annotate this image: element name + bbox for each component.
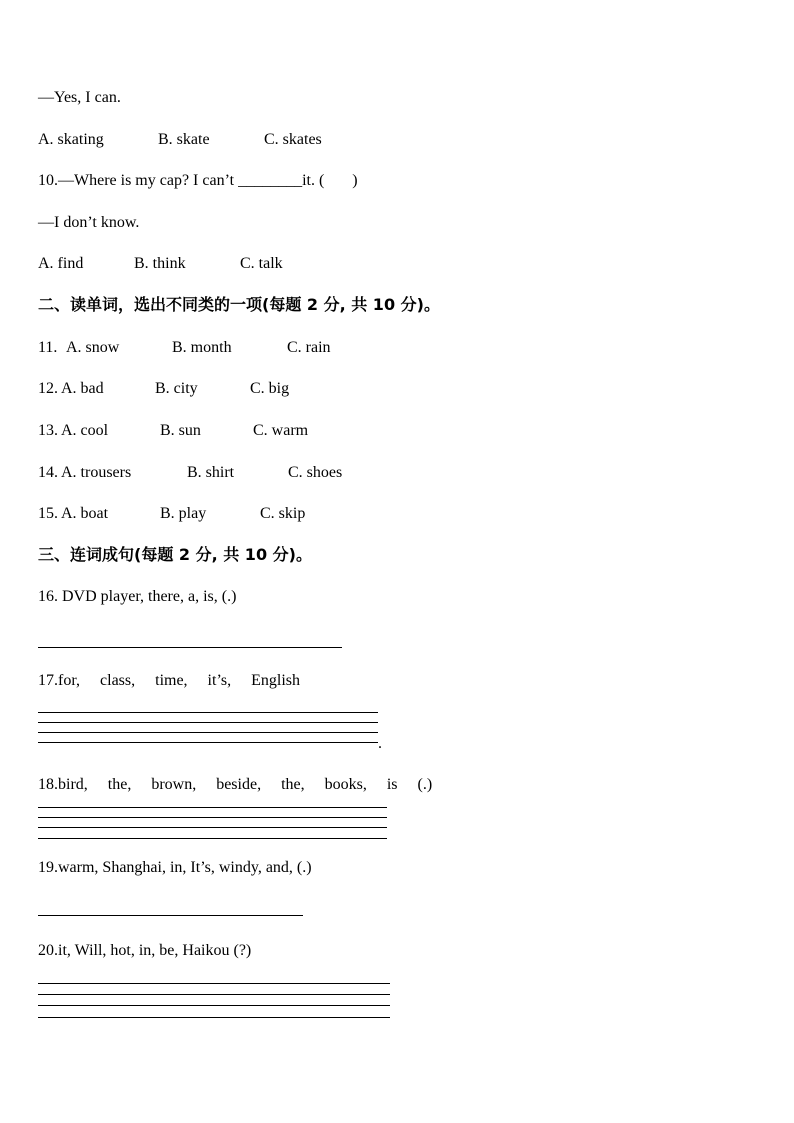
q20-answer-line-3: [38, 1005, 390, 1006]
q19-prompt: 19.warm, Shanghai, in, It’s, windy, and, (.): [38, 859, 312, 876]
q15-number: 15.: [38, 505, 58, 522]
q11-option-b: B. month: [172, 339, 232, 356]
q16-answer-line: [38, 647, 342, 648]
q15-option-b: B. play: [160, 505, 207, 522]
q9-option-c: C. skates: [264, 131, 322, 148]
q18-answer-line-1: [38, 807, 387, 808]
q11-number: 11.: [38, 339, 62, 356]
q11-option-c: C. rain: [287, 339, 331, 356]
q10-option-c: C. talk: [240, 255, 283, 272]
q9-option-a: A. skating: [38, 131, 104, 148]
q20-answer-line-2: [38, 994, 390, 995]
q10-prompt: 10.—Where is my cap? I can’t ________it. ( ): [38, 172, 358, 189]
q17-answer-line-2: [38, 722, 378, 723]
q12-number: 12.: [38, 380, 58, 397]
q18-prompt: 18.bird, the, brown, beside, the, books, is (.): [38, 776, 433, 793]
q17-answer-line-4: [38, 742, 378, 743]
q13-number: 13.: [38, 422, 58, 439]
q14-number: 14.: [38, 464, 58, 481]
q19-answer-line: [38, 915, 303, 916]
q18-answer-line-3: [38, 827, 387, 828]
q16-prompt: 16. DVD player, there, a, is, (.): [38, 588, 237, 605]
q12-option-c: C. big: [250, 380, 290, 397]
q17-answer-line-1: [38, 712, 378, 713]
q20-answer-line-4: [38, 1017, 390, 1018]
q14-option-c: C. shoes: [288, 464, 343, 481]
q14-option-b: B. shirt: [187, 464, 235, 481]
q14-option-a: A. trousers: [61, 464, 132, 481]
q20-prompt: 20.it, Will, hot, in, be, Haikou (?): [38, 942, 252, 959]
q11-option-a: A. snow: [66, 339, 120, 356]
section3-heading: 三、连词成句(每题 2 分, 共 10 分)。: [38, 545, 312, 564]
q10-answer-line: —I don’t know.: [38, 214, 140, 231]
q17-prompt: 17.for, class, time, it’s, English: [38, 672, 301, 689]
q13-option-a: A. cool: [61, 422, 109, 439]
q12-option-b: B. city: [155, 380, 198, 397]
q9-option-b: B. skate: [158, 131, 210, 148]
q12-option-a: A. bad: [61, 380, 104, 397]
section2-heading: 二、读单词，选出不同类的一项(每题 2 分, 共 10 分)。: [38, 295, 440, 314]
q15-option-a: A. boat: [61, 505, 109, 522]
q17-period: .: [378, 735, 382, 752]
q18-answer-line-4: [38, 838, 387, 839]
q15-option-c: C. skip: [260, 505, 306, 522]
q10-option-b: B. think: [134, 255, 186, 272]
q9-answer-line: —Yes, I can.: [38, 89, 121, 106]
q18-answer-line-2: [38, 817, 387, 818]
q17-answer-line-3: [38, 732, 378, 733]
q10-option-a: A. find: [38, 255, 84, 272]
q20-answer-line-1: [38, 983, 390, 984]
q13-option-b: B. sun: [160, 422, 201, 439]
q13-option-c: C. warm: [253, 422, 309, 439]
